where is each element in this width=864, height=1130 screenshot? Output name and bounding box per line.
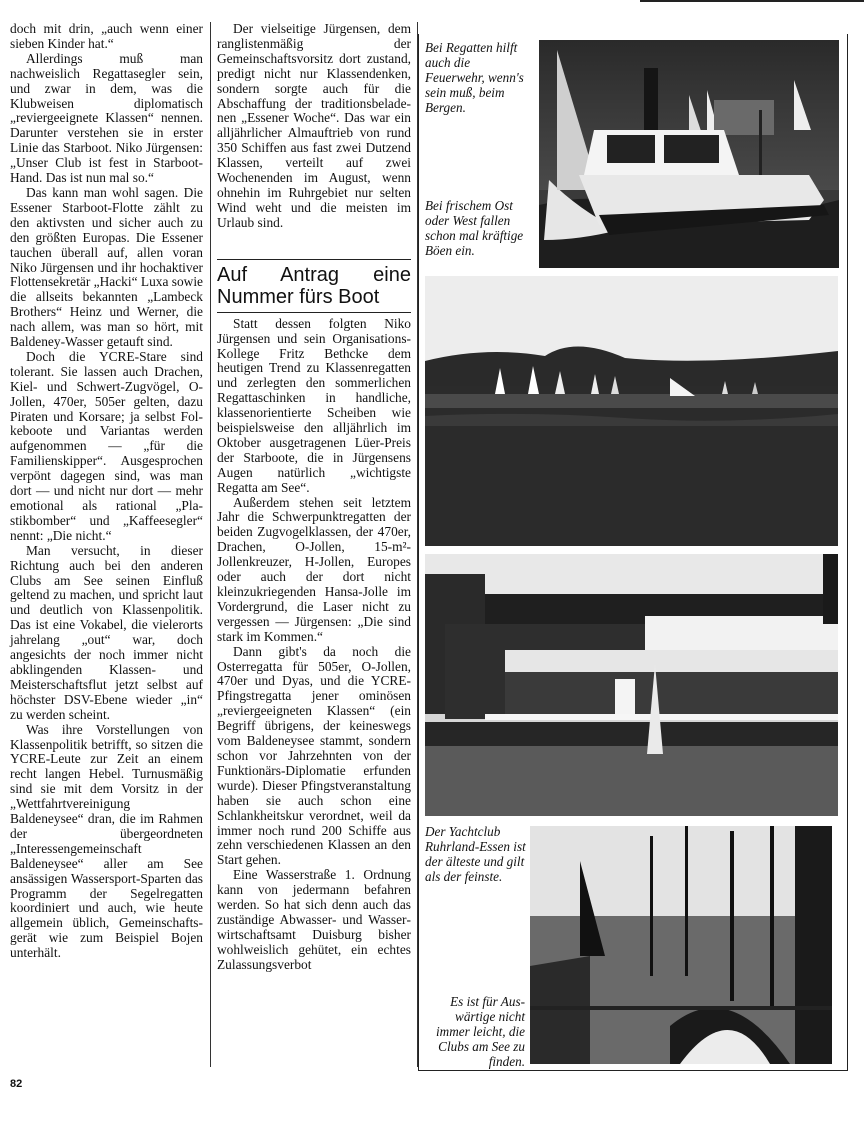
fire-boat-photo xyxy=(539,40,839,268)
top-rule xyxy=(640,0,864,2)
paragraph: Statt dessen folgten Niko Jürgensen und sein Organisations-Kollege Fritz Bethcke dem heutigen Trend zu Klassenregatten und zerlegten den sommerlichen Regattaschinken in handliche, klassenorientierte Scheiben wie beispielsweise den alljährlich im Oktober ausgetragenen Lüer-Preis der Starboote, die in Jürgensens Augen natürlich „wichtigste Regatta am See“. xyxy=(217,315,411,495)
paragraph: Eine Wasserstraße 1. Ordnung kann von jedermann befahren werden. So hat sich denn auch das zuständige Abwasser- und Wasserwirtschaftsamt Duisburg bisher wohlweislich gehütet, ein echtes Zulassungsverbot xyxy=(217,867,411,972)
paragraph: doch mit drin, „auch wenn einer sieben Kinder hat.“ xyxy=(10,21,203,51)
subheading: Auf Antrag eine Nummer fürs Boot xyxy=(217,263,411,308)
lake-regatta-photo xyxy=(425,276,838,546)
article-column-2 xyxy=(217,22,411,973)
paragraph: Allerdings muß man nachweislich Regattasegler sein, und zwar in dem, was die Klubweisen diplomatisch „reviergeeignete Klassen“ nennen. Darunter verstehen sie in erster Linie das Starboot. Niko Jürgensen: „Unser Club ist fest in Starboot-Hand. Das ist nun mal so.“ xyxy=(10,50,203,186)
paragraph: Das kann man wohl sagen. Die Essener Starboot-Flotte zählt zu den aktivsten und sicher auch zu den größten Europas. Die Essener tauchen überall auf, allen voran Niko Jürgensen und ihr hochaktiver Flottensekretär „Hacki“ Luxa sowie die allseits bekannten „Lambeck Brothers“ Heinz und Werner, die nach allem, was man so hört, mit Baldeney-Wasser getauft sind. xyxy=(10,184,203,350)
article-column-1 xyxy=(10,22,203,961)
paragraph: Dann gibt's da noch die Osterregatta für 505er, O-Jollen, 470er und Dyas, und die YCRE-Pfingstregatta jener ominösen „reviergeeigneten Klassen“ (ein Begriff übrigens, der keineswegs vom Baldeneysee stammt, sondern schon vor Jahrzehnten von der Funktionärs-Diplomatie erfunden wurde). Dieser Pfingstveranstaltung haben sie auch schon eine Schlankheitskur verordnet, weil da immer noch rund 200 Schiffe aus zehn verschiedenen Klassen an den Start gehen. xyxy=(217,643,411,868)
paragraph: Außerdem stehen seit letztem Jahr die Schwerpunktregatten der beiden Zugvogelklassen, der 470er, Drachen, O-Jollen, 15-m²-Jollenkreuzer, H-Jollen, Europes oder auch der dort nicht kleinzukriegenden Hansa-Jolle im Vordergrund, die Laser nicht zu vergessen — Jürgensen: „Die sind stark im Kommen.“ xyxy=(217,494,411,644)
paragraph: Man versucht, in dieser Richtung auch bei den anderen Clubs am See seinen Einfluß geltend zu machen, und spricht laut und deutlich von Klassenpolitik. Das ist eine Vokabel, die vielerorts jahrelang „out“ war, doch angesichts der noch immer nicht abklingenden Klassen- und Meisterschaftsflut jetzt selbst auf höchster DSV-Ebene wieder „in“ zu werden scheint. xyxy=(10,542,203,722)
page-number: 82 xyxy=(10,1078,23,1090)
clubhouse-photo xyxy=(425,554,838,816)
paragraph: Was ihre Vorstellungen von Klassenpolitik betrifft, so sitzen die YCRE-Leute zur Zeit an einem recht langen Hebel. Turnusmäßig sind sie mit dem Vorsitz in der „Wettfahrtvereinigung Baldeneysee“ dran, die im Rahmen der übergeordneten „Interessengemeinschaft Baldeneysee“ aller am See ansässigen Wassersport-Sparten das Programm der Segelregatten koordiniert und auch, wie heute allgemein üblich, Gemeinschaftsgerät wie zum Beispiel Bojen unterhält. xyxy=(10,721,203,961)
photo-caption: Bei Regatten hilft auch die Feuerwehr, wenn's sein muß, beim Bergen. xyxy=(425,40,524,115)
heading-rule xyxy=(217,312,411,313)
harbor-photo xyxy=(530,826,832,1064)
heading-rule xyxy=(217,259,411,260)
photo-caption: Der Yachtclub Ruhrland-Essen ist der älteste und gilt als der feinste. xyxy=(425,824,526,884)
column-divider xyxy=(210,22,211,1067)
paragraph: Doch die YCRE-Stare sind tolerant. Sie lassen auch Drachen, Kiel- und Schwert-Zugvögel, O-Jollen, 470er, 505er gelten, dazu Piraten und Korsare; ja selbst Folkeboote und Variantas werden aufgenommen — „für die Familienskipper“. Ausgesprochen verpönt dagegen sind, was man dort — und nicht nur dort — mehr emotional als rational „Plastikbomber“ und „Kaffeesegler“ nennt: „Die nicht.“ xyxy=(10,348,203,543)
paragraph: Der vielseitige Jürgensen, dem ranglistenmäßig der Gemeinschaftsvorsitz dort zustand, predigt nicht nur Klassendenken, sondern sorgte auch für die Abschaffung der traditionsbeladenen „Essener Woche“. Das war ein alljährlicher Almauftrieb von rund 350 Schiffen aus fast zwei Dutzend Klassen, verteilt auf zwei Wochenenden im August, wenn ohnehin im Ruhrgebiet nur selten Wind weht und die meisten im Urlaub sind. xyxy=(217,21,411,230)
photo-caption: Es ist für Auswärtige nicht immer leicht, die Clubs am See zu finden. xyxy=(436,994,525,1069)
photo-caption: Bei frischem Ost oder West fallen schon mal kräftige Böen ein. xyxy=(425,198,524,258)
